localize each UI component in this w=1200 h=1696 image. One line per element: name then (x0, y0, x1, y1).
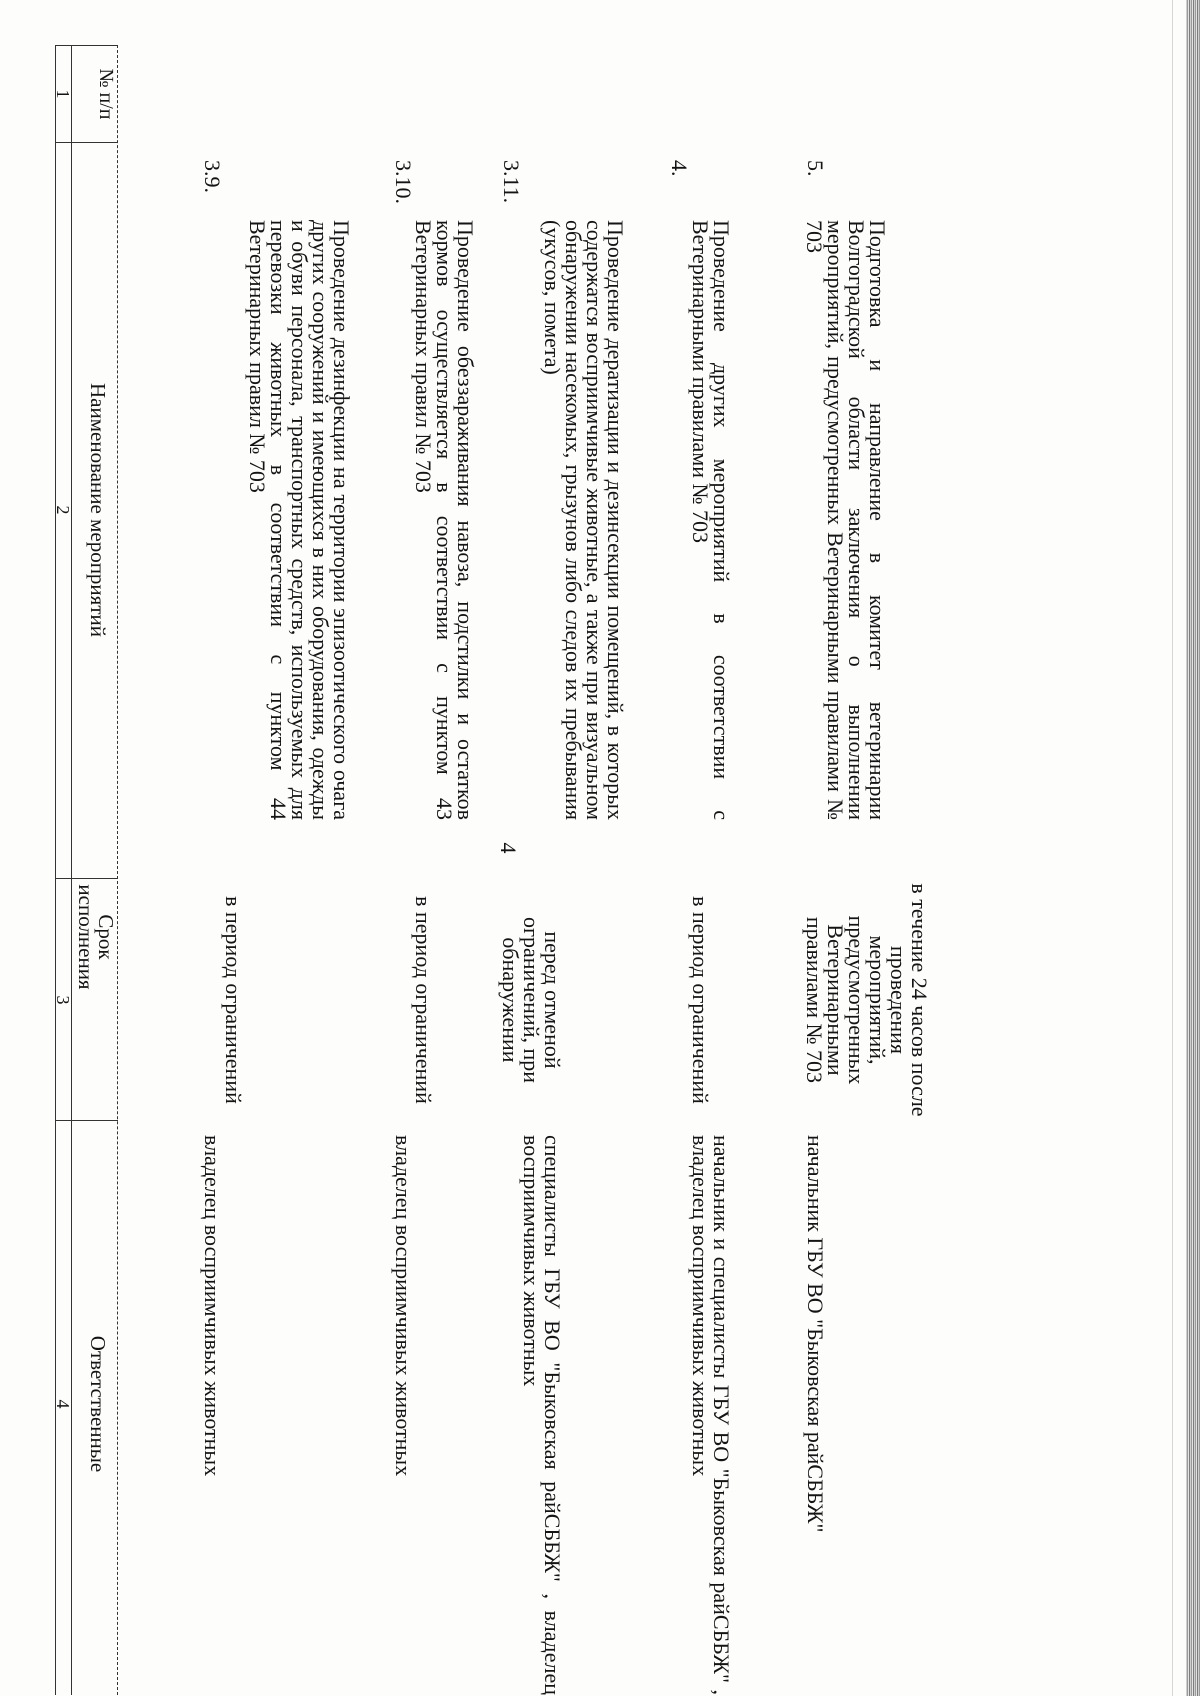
scan-binding-edge (1186, 0, 1200, 1696)
row-measure: Проведение дезинфекции на территории эпизоотического очага других сооружений и имеющихся в них оборудования, одежды и обуви персонала, транспортных средств, используемых для перевозки животных в соответствии с пунктом 44 Ветеринарных правил № 703 (245, 220, 354, 820)
row-responsible: начальник ГБУ ВО "Быковская райСББЖ" (803, 1135, 828, 1533)
header-term: Срок исполнения (74, 884, 118, 990)
header-divider-1 (56, 142, 118, 143)
colnum-2: 2 (53, 505, 73, 515)
row-number: 3.9. (200, 160, 225, 193)
colnum-1: 1 (53, 89, 73, 99)
row-responsible: владелец восприимчивых животных (200, 1135, 225, 1477)
row-number: 3.11. (499, 160, 524, 204)
row-term: в период ограничений (688, 896, 713, 1104)
row-number: 3.10. (391, 160, 416, 204)
header-divider-3 (56, 1120, 118, 1121)
row-number: 4. (667, 160, 692, 177)
header-top-rule (117, 45, 118, 1695)
header-responsible: Ответственные (86, 1335, 110, 1473)
row-term: перед отменой ограничений, при обнаружении (498, 916, 565, 1084)
row-responsible: начальник и специалисты ГБУ ВО "Быковская райСББЖ" , владелец восприимчивых животных (688, 1135, 734, 1695)
row-term: в период ограничений (221, 896, 246, 1104)
row-term: в период ограничений (411, 896, 436, 1104)
page-number: 4 (496, 842, 521, 854)
colnum-4: 4 (53, 1399, 73, 1409)
colnum-3: 3 (53, 995, 73, 1005)
header-divider-2 (56, 878, 118, 879)
rotated-document-page (28, 0, 1088, 1696)
row-measure: Подготовка и направление в комитет ветеринарии Волгоградской области заключения о выполнении мероприятий, предусмотренных Ветеринарными правилами № 703 (802, 220, 890, 820)
row-number: 5. (803, 160, 828, 177)
row-responsible: владелец восприимчивых животных (391, 1135, 416, 1477)
row-term: в течение 24 часов после проведения мероприятий, предусмотренных Ветеринарными правилами № 703 (802, 883, 932, 1117)
header-divider-left (56, 45, 118, 46)
row-measure: Проведение обеззараживания навоза, подстилки и остатков кормов осуществляется в соответствии с пунктом 43 Ветеринарных правил № 703 (411, 220, 478, 820)
header-num: № п/п (95, 68, 117, 120)
scan-edge-line (1172, 0, 1173, 1696)
row-measure: Проведение дератизации и дезинсекции помещений, в которых содержатся восприимчивые животные, а также при визуальном обнаружении насекомых, грызунов либо следов их пребывания (укусов, помета) (540, 220, 628, 820)
row-responsible: специалисты ГБУ ВО "Быковская райСББЖ" , владелец восприимчивых животных (519, 1135, 565, 1695)
header-name: Наименование мероприятий (86, 383, 110, 637)
row-measure: Проведение других мероприятий в соответствии с Ветеринарными правилами № 703 (688, 220, 734, 820)
